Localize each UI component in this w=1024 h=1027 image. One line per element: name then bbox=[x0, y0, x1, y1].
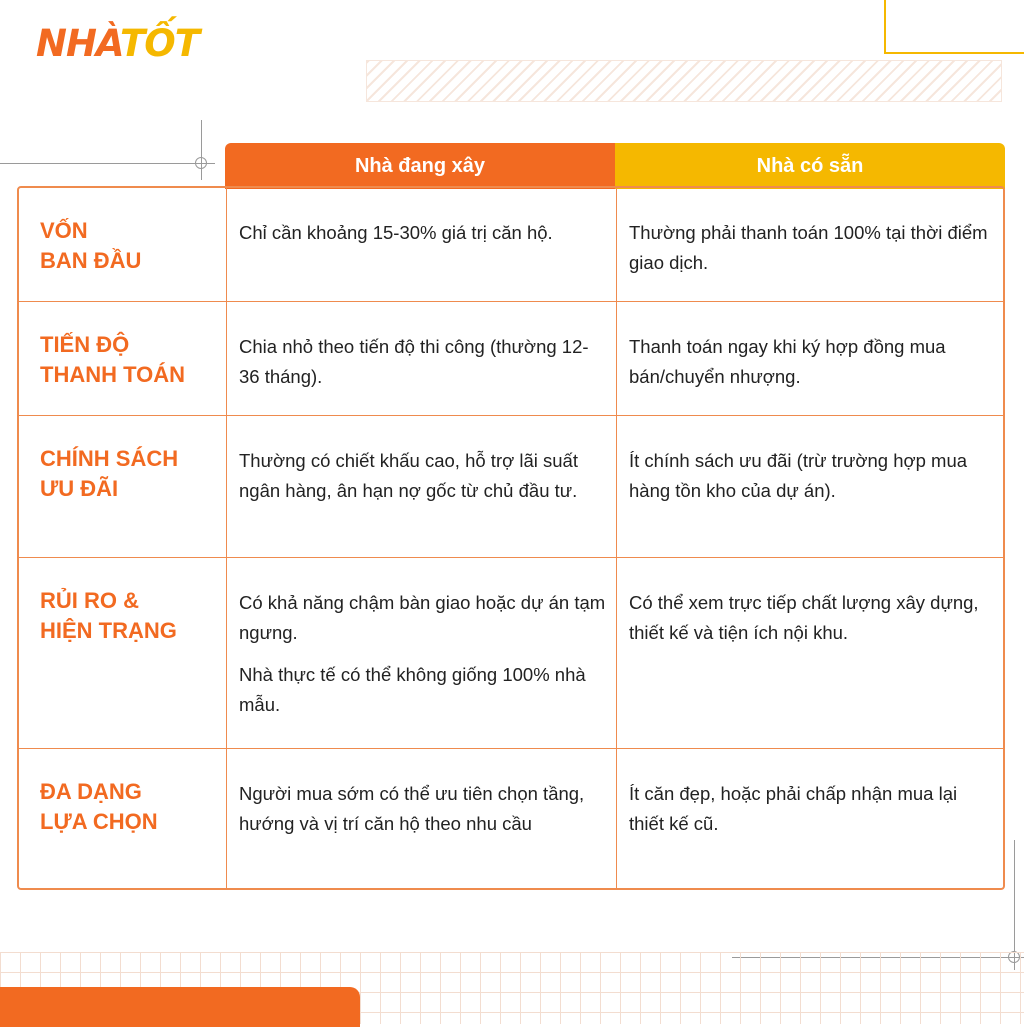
table-cell bbox=[617, 302, 1003, 415]
table-cell bbox=[617, 416, 1003, 557]
logo-text-accent: TỐT bbox=[120, 22, 199, 65]
table-row bbox=[19, 557, 1003, 748]
cell-text: Người mua sớm có thể ưu tiên chọn tầng, hướng và vị trí căn hộ theo nhu cầu bbox=[239, 783, 585, 834]
brand-logo bbox=[36, 22, 199, 65]
table-cell bbox=[227, 416, 617, 557]
table-cell bbox=[617, 558, 1003, 748]
orange-bar-decoration bbox=[0, 987, 360, 1027]
row-label: ĐA DẠNG LỰA CHỌN bbox=[40, 779, 158, 834]
cell-text: Chia nhỏ theo tiến độ thi công (thường 12-36 tháng). bbox=[239, 336, 589, 387]
cell-text: Ít chính sách ưu đãi (trừ trường hợp mua hàng tồn kho của dự án). bbox=[629, 450, 968, 501]
cell-text: Có khả năng chậm bàn giao hoặc dự án tạm ngưng. bbox=[239, 592, 606, 643]
logo-text-primary: NHÀ bbox=[36, 22, 121, 65]
row-label: CHÍNH SÁCH ƯU ĐÃI bbox=[40, 446, 179, 501]
row-label-cell bbox=[19, 188, 227, 301]
table-cell bbox=[617, 188, 1003, 301]
table-row bbox=[19, 748, 1003, 888]
table-row bbox=[19, 301, 1003, 415]
header-under-construction: Nhà đang xây bbox=[225, 143, 615, 189]
cell-text: Thường phải thanh toán 100% tại thời điểm giao dịch. bbox=[629, 222, 988, 273]
table-body bbox=[17, 186, 1005, 890]
table-cell bbox=[227, 749, 617, 888]
row-label-cell bbox=[19, 558, 227, 748]
striped-banner-decoration bbox=[366, 60, 1002, 102]
header-ready-house: Nhà có sẵn bbox=[615, 143, 1005, 189]
table-cell bbox=[227, 558, 617, 748]
table-cell bbox=[227, 188, 617, 301]
row-label-cell bbox=[19, 749, 227, 888]
row-label: TIẾN ĐỘ THANH TOÁN bbox=[40, 332, 186, 387]
table-row bbox=[19, 415, 1003, 557]
table-cell bbox=[617, 749, 1003, 888]
cell-text: Chỉ cần khoảng 15-30% giá trị căn hộ. bbox=[239, 222, 553, 243]
cell-text: Thanh toán ngay khi ký hợp đồng mua bán/chuyển nhượng. bbox=[629, 336, 946, 387]
cell-text: Ít căn đẹp, hoặc phải chấp nhận mua lại thiết kế cũ. bbox=[629, 783, 958, 834]
table-row bbox=[19, 188, 1003, 301]
cell-text: Nhà thực tế có thể không giống 100% nhà mẫu. bbox=[239, 664, 586, 715]
row-label-cell bbox=[19, 302, 227, 415]
row-label: VỐN BAN ĐẦU bbox=[40, 218, 142, 273]
row-label: RỦI RO & HIỆN TRẠNG bbox=[40, 588, 177, 643]
cell-text: Có thể xem trực tiếp chất lượng xây dựng, thiết kế và tiện ích nội khu. bbox=[629, 592, 979, 643]
corner-frame-decoration bbox=[884, 0, 1024, 54]
row-label-cell bbox=[19, 416, 227, 557]
comparison-table bbox=[17, 140, 1005, 890]
table-cell bbox=[227, 302, 617, 415]
cell-text: Thường có chiết khấu cao, hỗ trợ lãi suất ngân hàng, ân hạn nợ gốc từ chủ đầu tư. bbox=[239, 450, 578, 501]
